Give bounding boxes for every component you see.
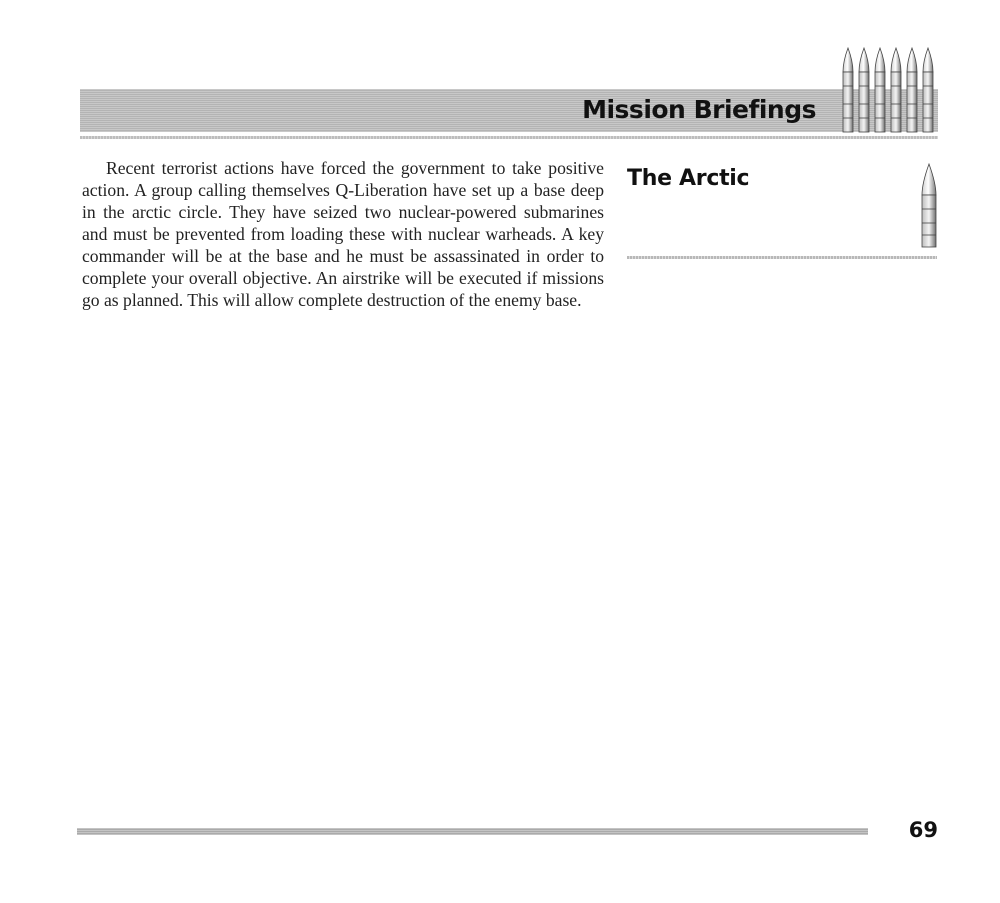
page-title: Mission Briefings — [582, 95, 816, 124]
briefing-text: Recent terrorist actions have forced the government to take positive action. A group calling themselves Q-Liberation have set up a base deep in the arctic circle. They have seized two nuclear-powered submarines and must be prevented from loading these with nuclear warheads. A key commander will be at the base and he must be assassinated in order to complete your overall objective. An airstrike will be executed if missions go as planned. This will allow complete destruction of the enemy base. — [82, 158, 604, 310]
section-title: The Arctic — [627, 166, 750, 191]
bullet-icon — [919, 163, 939, 249]
page-number: 69 — [908, 818, 938, 842]
bullet-row-icon — [838, 46, 938, 136]
section-rule — [627, 256, 937, 259]
header-rule — [80, 136, 938, 139]
footer-rule — [77, 828, 868, 835]
